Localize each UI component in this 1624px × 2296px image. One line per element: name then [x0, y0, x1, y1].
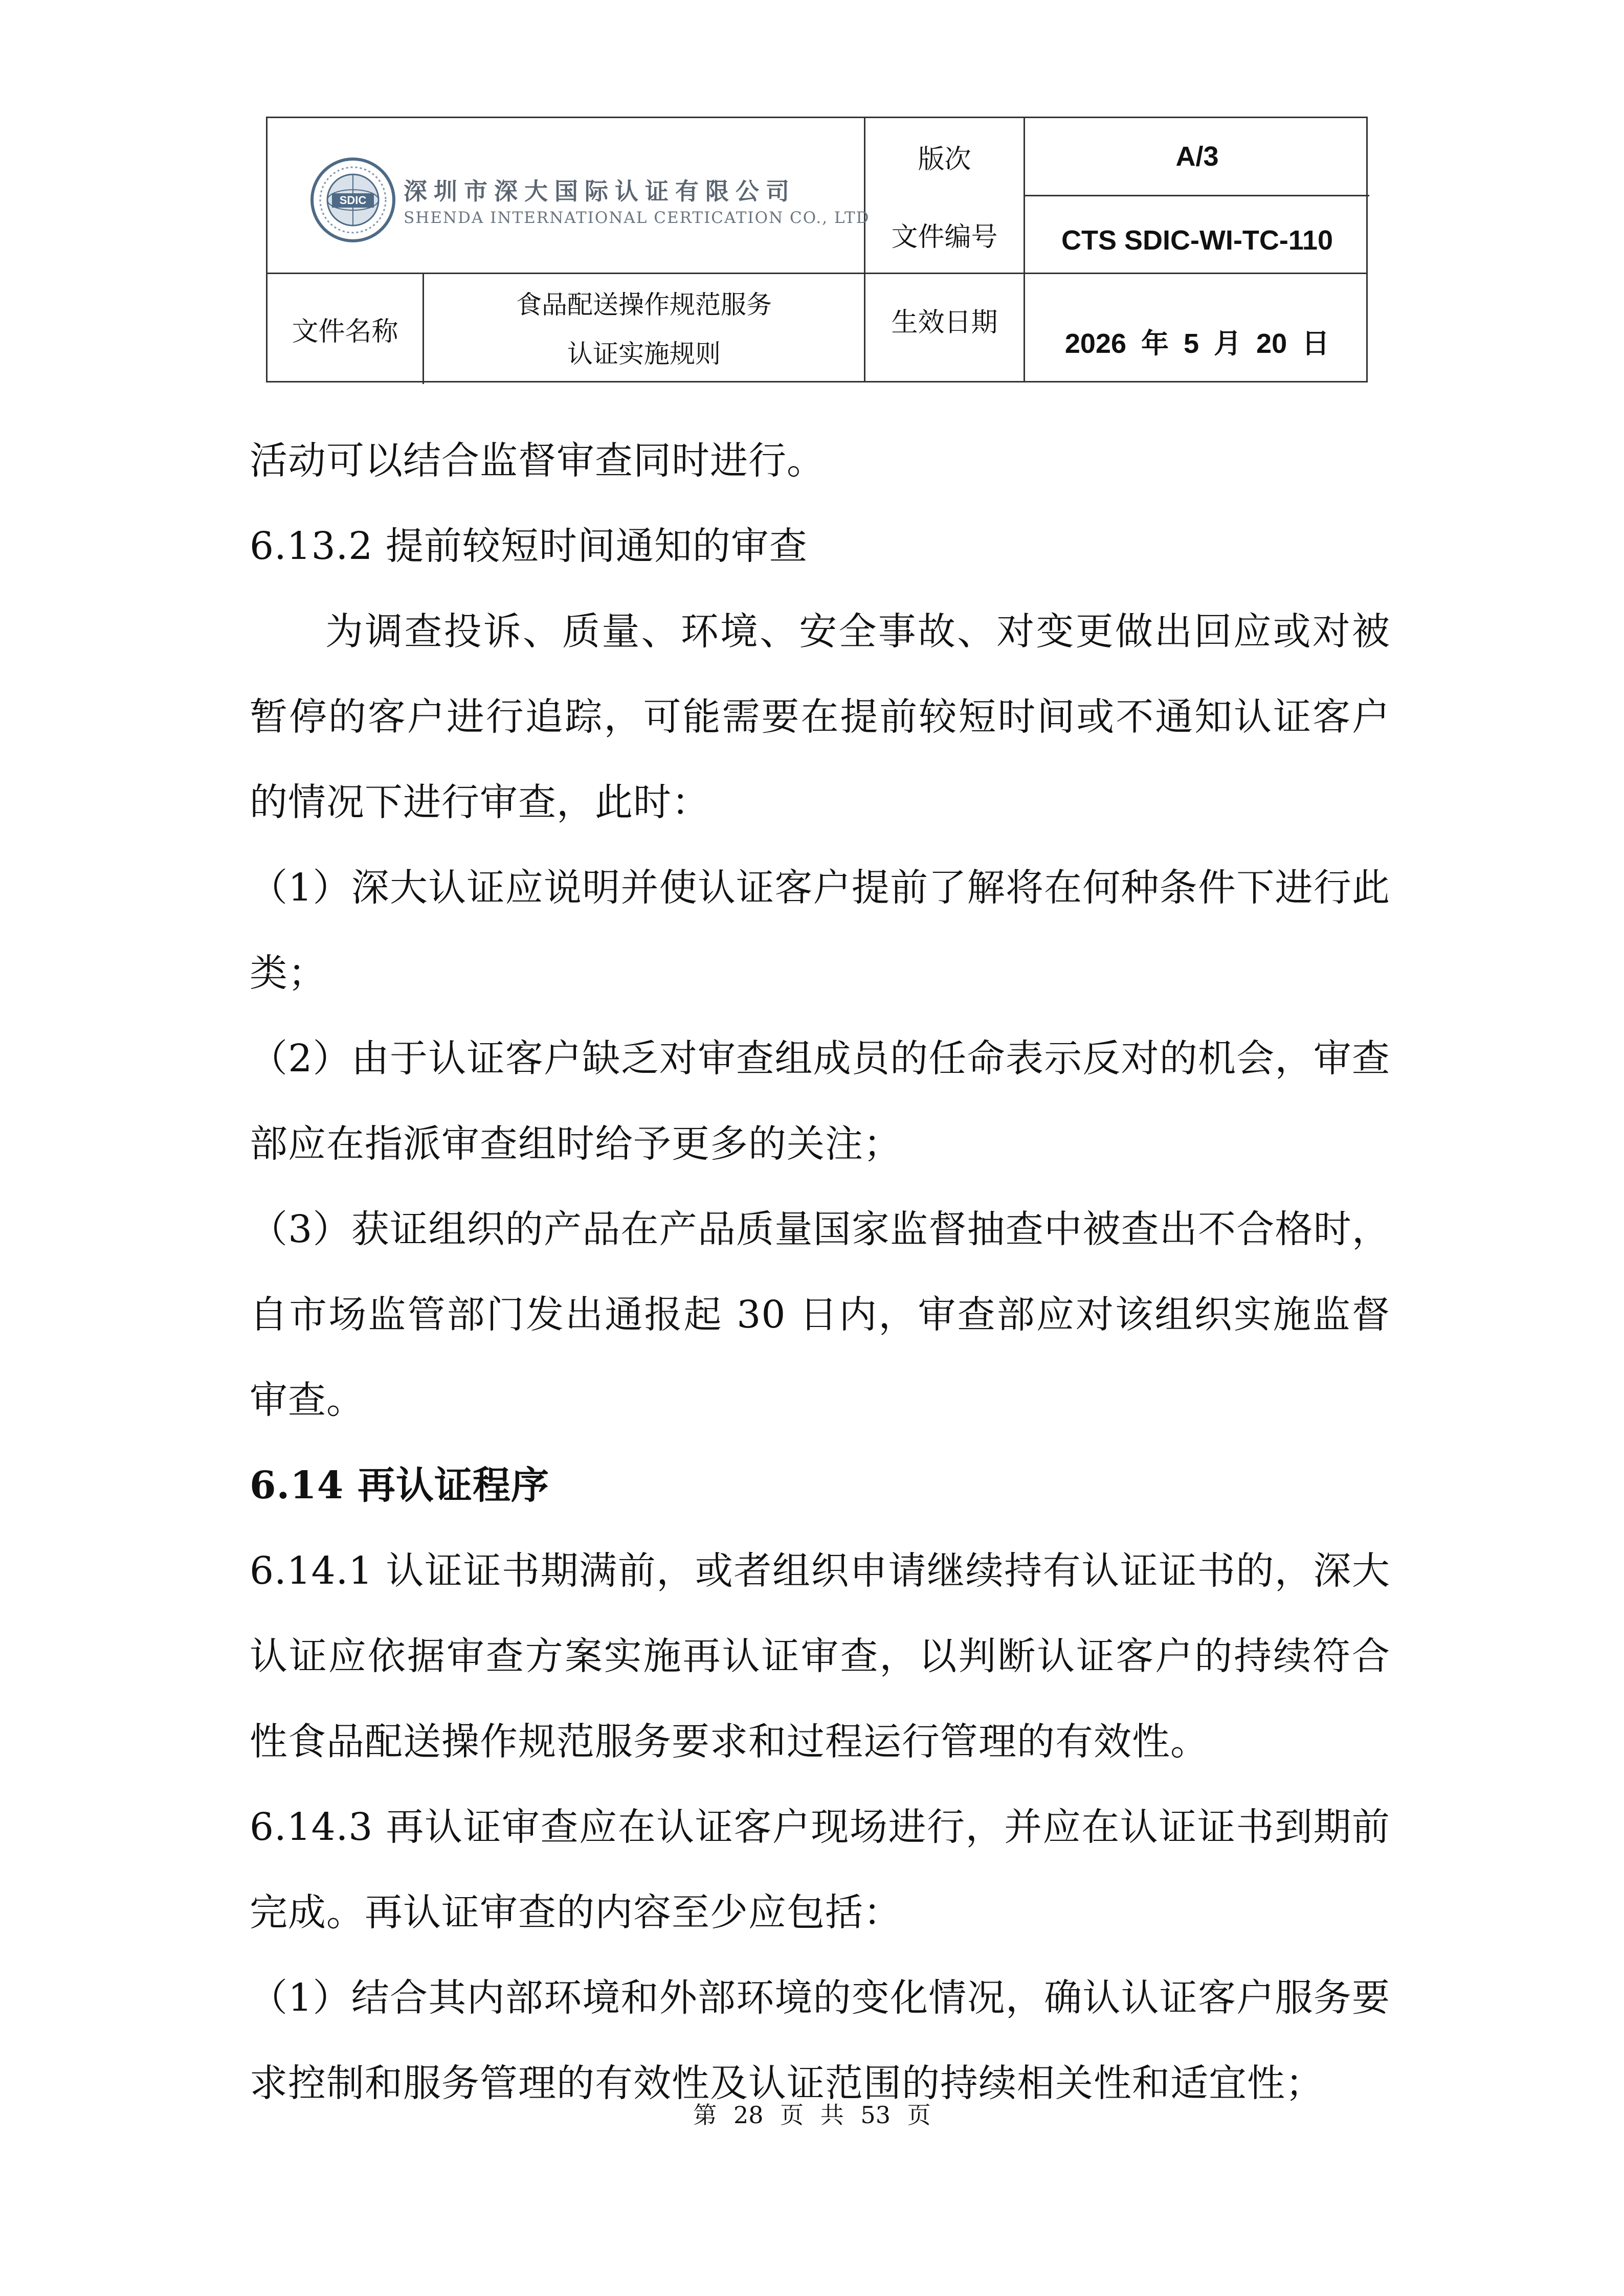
version-value: A/3 — [1175, 141, 1219, 172]
doc-name-value — [424, 274, 864, 384]
company-name-cn: 深圳市深大国际认证有限公司 — [404, 177, 796, 205]
effective-date-value: 2026 年 5 月 20 日 — [1064, 328, 1330, 359]
list-item-recert-1: （1）结合其内部环境和外部环境的变化情况，确认认证客户服务要求控制和服务管理的有效性及认证范围的持续相关性和适宜性； — [250, 1976, 1390, 2105]
company-name-en: SHENDA INTERNATIONAL CERTICATION CO., LTD — [404, 209, 870, 227]
paragraph-6-14-1: 6.14.1 认证证书期满前，或者组织申请继续持有认证证书的，深大认证应依据审查方案实施再认证审查，以判断认证客户的持续符合性食品配送操作规范服务要求和过程运行管理的有效性。 — [250, 1549, 1390, 1764]
doc-name-line-2: 认证实施规则 — [567, 339, 721, 369]
seal-label: SDIC — [339, 194, 367, 207]
doc-name-line-1: 食品配送操作规范服务 — [516, 289, 772, 320]
company-logo — [309, 149, 870, 251]
list-item-3: （3）获证组织的产品在产品质量国家监督抽查中被查出不合格时，自市场监管部门发出通报起 30 日内，审查部应对该组织实施监督审查。 — [250, 1207, 1390, 1422]
doc-number-value: CTS SDIC-WI-TC-110 — [1061, 224, 1333, 256]
section-heading-6-13-2: 6.13.2 提前较短时间通知的审查 — [250, 524, 808, 568]
list-item-1: （1）深大认证应说明并使认证客户提前了解将在何种条件下进行此类； — [250, 866, 1390, 995]
section-heading-6-14: 6.14 再认证程序 — [250, 1464, 549, 1507]
doc-name-label: 文件名称 — [292, 317, 398, 347]
company-seal-icon — [309, 156, 396, 243]
paragraph-continuation: 活动可以结合监督审查同时进行。 — [250, 439, 825, 483]
version-label: 版次 — [918, 144, 971, 175]
paragraph-short-notice-audit: 为调查投诉、质量、环境、安全事故、对变更做出回应或对被暂停的客户进行追踪，可能需要在提前较短时间或不通知认证客户的情况下进行审查，此时： — [250, 610, 1390, 824]
list-item-2: （2）由于认证客户缺乏对审查组成员的任命表示反对的机会，审查部应在指派审查组时给予更多的关注； — [250, 1037, 1390, 1166]
effective-date-label: 生效日期 — [891, 307, 998, 338]
document-header-table — [266, 117, 1368, 382]
doc-number-label: 文件编号 — [891, 222, 998, 253]
document-body — [250, 418, 1390, 2126]
paragraph-6-14-3: 6.14.3 再认证审查应在认证客户现场进行，并应在认证证书到期前完成。再认证审查的内容至少应包括： — [250, 1805, 1390, 1934]
page-number: 第 28 页 共 53 页 — [693, 2101, 931, 2129]
